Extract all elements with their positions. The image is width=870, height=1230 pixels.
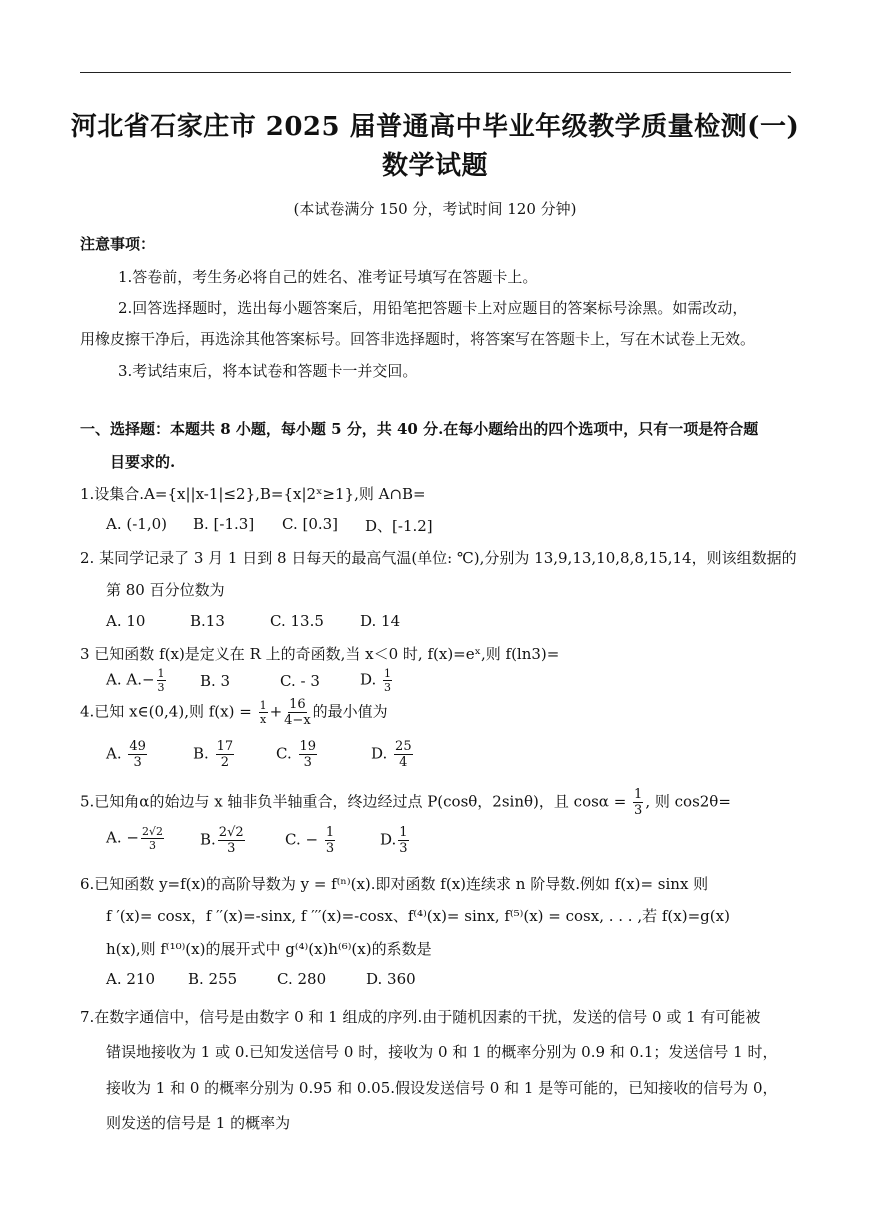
q1-option-a: A. (-1,0) (106, 515, 167, 533)
question-5-stem: 5.已知角α的始边与 x 轴非负半轴重合，终边经过点 P(cosθ，2sinθ)，且 cosα = $\frac{1}{3}$ , 则 cos2θ= (80, 787, 731, 818)
notice-item-2: 2.回答选择题时，选出每小题答案后，用铅笔把答题卡上对应题目的答案标号涂黑。如需改动， (118, 299, 748, 317)
q5-option-b: B. $\frac{2√2}{3}$ (200, 825, 244, 856)
page-title: 河北省石家庄市 2025 届普通高中毕业年级教学质量检测(一) (70, 112, 800, 142)
question-7-line-1: 7.在数字通信中，信号是由数字 0 和 1 组成的序列.由于随机因素的干扰，发送的信号 0 或 1 有可能被 (80, 1008, 761, 1026)
question-7-line-3: 接收为 1 和 0 的概率分别为 0.95 和 0.05.假设发送信号 0 和 1 是等可能的，已知接收的信号为 0， (106, 1079, 778, 1097)
q6-option-d: D. 360 (366, 970, 416, 988)
q2-option-c: C. 13.5 (270, 612, 324, 630)
question-4-stem: 4.已知 x∈(0,4),则 f(x) = $\frac{1}{x}$ + $\frac{16}{4-x}$ 的最小值为 (80, 697, 388, 728)
q4-option-b: B. $\frac{17}{2}$ (193, 739, 234, 770)
question-7-line-2: 错误地接收为 1 或 0.已知发送信号 0 时，接收为 0 和 1 的概率分别为 0.9 和 0.1；发送信号 1 时， (106, 1043, 778, 1061)
notice-heading: 注意事项： (80, 235, 156, 253)
q3-option-c: C. - 3 (280, 672, 320, 690)
q6-option-b: B. 255 (188, 970, 238, 988)
q4-option-c: C. $\frac{19}{3}$ (276, 739, 317, 770)
question-3-stem: 3 已知函数 f(x)是定义在 R 上的奇函数,当 x＜0 时, f(x)=eˣ,则 f(ln3)= (80, 645, 560, 663)
question-6-line-1: 6.已知函数 y=f(x)的高阶导数为 y = f⁽ⁿ⁾(x).即对函数 f(x)连续求 n 阶导数.例如 f(x)= sinx 则 (80, 875, 709, 893)
q2-option-b: B.13 (190, 612, 225, 630)
question-6-line-3: h(x),则 f⁽¹⁰⁾(x)的展开式中 g⁽⁴⁾(x)h⁽⁶⁾(x)的系数是 (106, 940, 432, 958)
q3-option-d: D. $\frac{1}{3}$ (360, 667, 392, 694)
question-2-stem: 2. 某同学记录了 3 月 1 日到 8 日每天的最高气温(单位: ℃),分别为 13,9,13,10,8,8,15,14，则该组数据的 (80, 549, 797, 567)
section-heading: 一、选择题：本题共 8 小题，每小题 5 分，共 40 分.在每小题给出的四个选项中，只有一项是符合题 (80, 420, 759, 438)
q1-option-b: B. [-1.3] (193, 515, 255, 533)
notice-item-2-cont: 用橡皮擦干净后，再选涂其他答案标号。回答非选择题时，将答案写在答题卡上，写在木试卷上无效。 (80, 330, 756, 348)
question-2-stem-cont: 第 80 百分位数为 (106, 581, 225, 599)
notice-item-1: 1.答卷前，考生务必将自己的姓名、准考证号填写在答题卡上。 (118, 268, 538, 286)
q4-option-a: A. $\frac{49}{3}$ (106, 739, 146, 770)
question-6-line-2: f ′(x)= cosx，f ′′(x)=-sinx, f ′′′(x)=-cosx、f⁽⁴⁾(x)= sinx, f⁽⁵⁾(x) = cosx, . . . ,若 f(x)=g(x) (106, 907, 730, 925)
question-1-stem: 1.设集合.A={x||x-1|≤2},B={x|2ˣ≥1},则 A∩B= (80, 485, 426, 503)
section-heading-cont: 目要求的. (110, 453, 176, 471)
q6-option-a: A. 210 (106, 970, 155, 988)
q3-option-a: A. A.− $\frac{1}{3}$ (106, 667, 165, 694)
q4-option-d: D. $\frac{25}{4}$ (371, 739, 412, 770)
q1-option-c: C. [0.3] (282, 515, 339, 533)
top-rule (80, 72, 791, 73)
page-subtitle-title: 数学试题 (381, 151, 488, 181)
exam-info: (本试卷满分 150 分，考试时间 120 分钟) (293, 200, 577, 218)
q2-option-a: A. 10 (106, 612, 146, 630)
q1-option-d: D、[-1.2] (365, 517, 433, 535)
notice-item-3: 3.考试结束后，将本试卷和答题卡一并交回。 (118, 362, 418, 380)
q5-option-c: C. − $\frac{1}{3}$ (285, 825, 335, 856)
q5-option-a: A. − $\frac{2√2}{3}$ (106, 825, 163, 852)
question-7-line-4: 则发送的信号是 1 的概率为 (106, 1114, 291, 1132)
q6-option-c: C. 280 (277, 970, 327, 988)
q3-option-b: B. 3 (200, 672, 231, 690)
q2-option-d: D. 14 (360, 612, 401, 630)
q5-option-d: D. $\frac{1}{3}$ (380, 825, 408, 856)
